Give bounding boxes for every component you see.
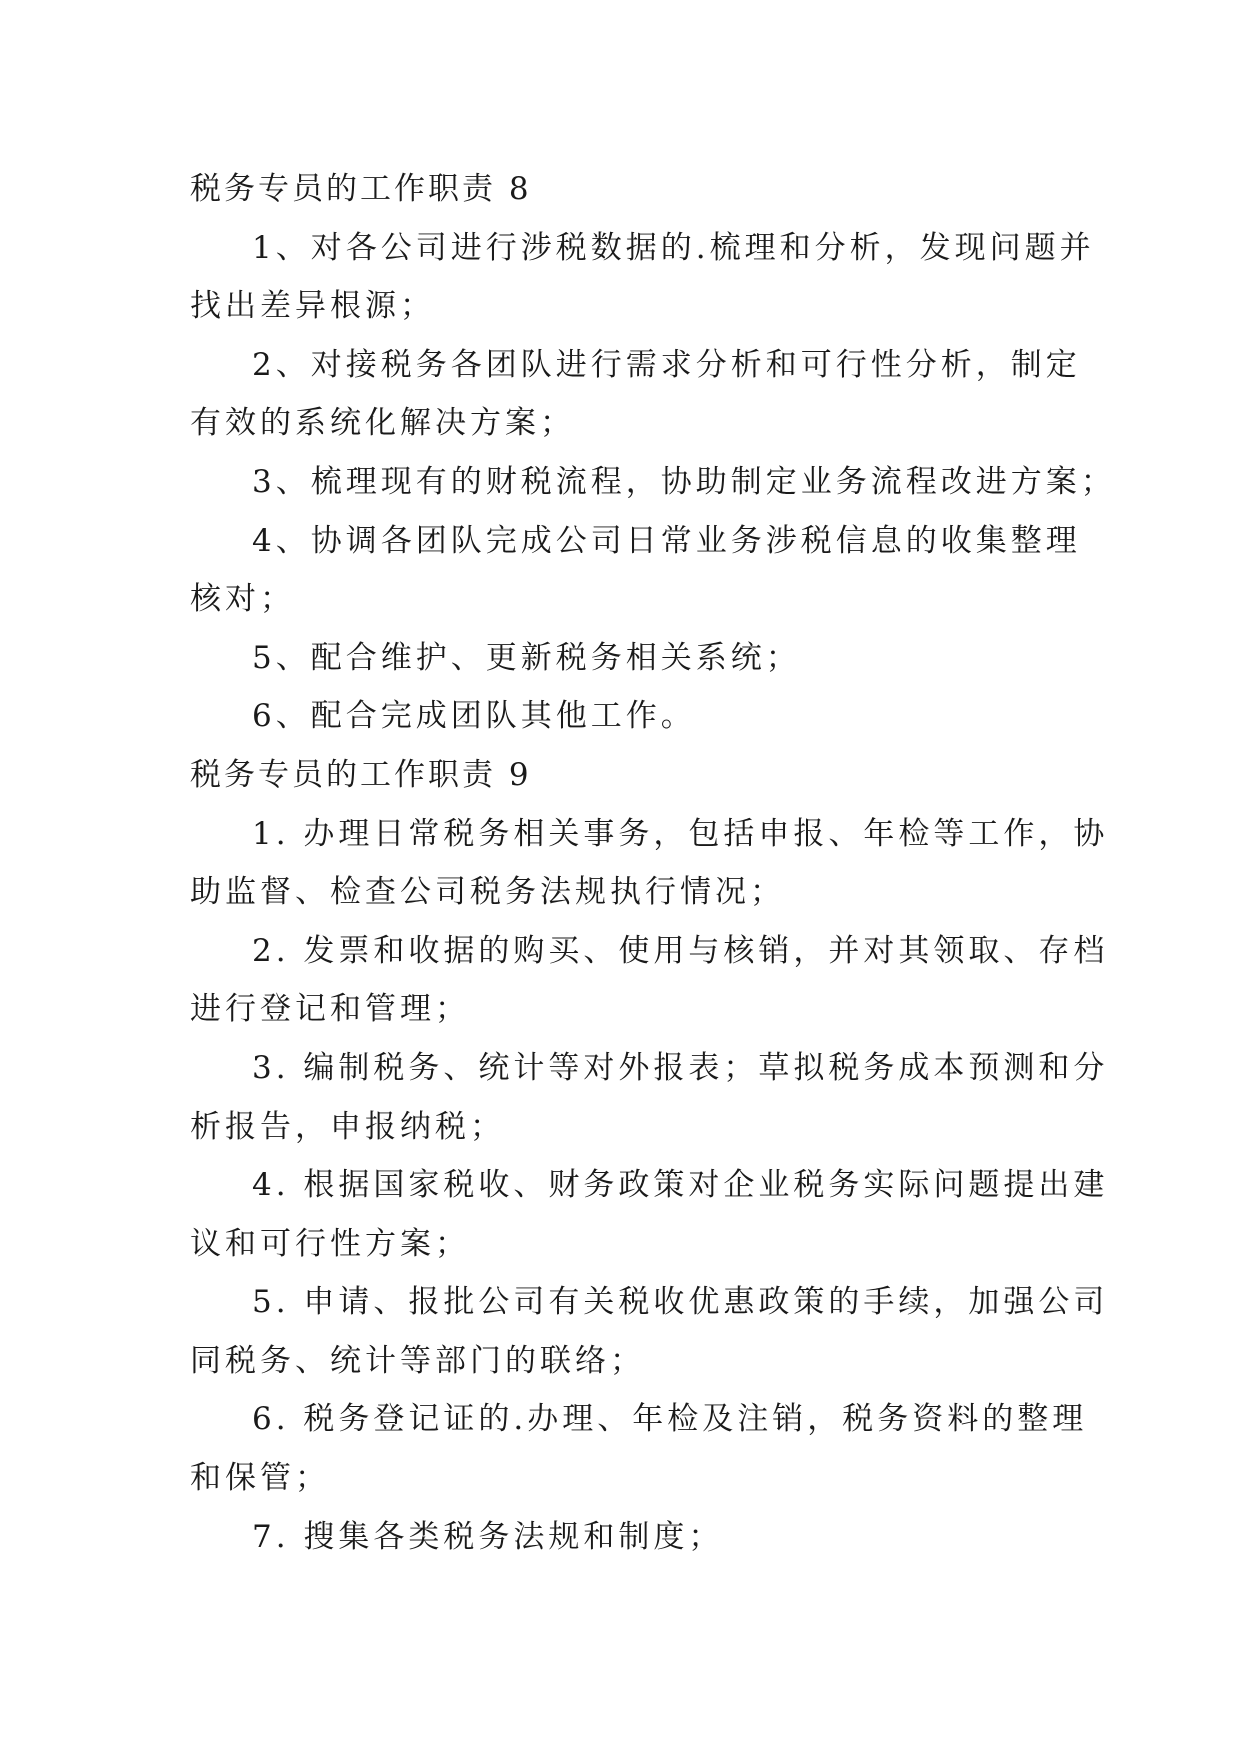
section-heading-9: 税务专员的工作职责 9 xyxy=(190,756,532,793)
duty-line: 1、对各公司进行涉税数据的.梳理和分析，发现问题并 xyxy=(252,229,1095,266)
duty-line: 2. 发票和收据的购买、使用与核销，并对其领取、存档 xyxy=(252,932,1109,969)
duty-line: 3、梳理现有的财税流程，协助制定业务流程改进方案； xyxy=(252,463,1116,500)
duty-line-continued: 议和可行性方案； xyxy=(190,1225,470,1262)
duty-line: 7. 搜集各类税务法规和制度； xyxy=(252,1518,724,1555)
duty-line: 5. 申请、报批公司有关税收优惠政策的手续，加强公司 xyxy=(252,1284,1109,1321)
duty-line: 1. 办理日常税务相关事务，包括申报、年检等工作，协 xyxy=(252,815,1109,852)
duty-line: 4. 根据国家税收、财务政策对企业税务实际问题提出建 xyxy=(252,1167,1109,1204)
duty-line-continued: 析报告，申报纳税； xyxy=(190,1108,505,1145)
document-body xyxy=(190,160,1116,1566)
duty-line-continued: 核对； xyxy=(190,581,295,618)
duty-line: 3. 编制税务、统计等对外报表；草拟税务成本预测和分 xyxy=(252,1049,1109,1086)
duty-line-continued: 和保管； xyxy=(190,1460,330,1497)
duty-line: 2、对接税务各团队进行需求分析和可行性分析，制定 xyxy=(252,346,1081,383)
duty-line-continued: 助监督、检查公司税务法规执行情况； xyxy=(190,874,785,911)
duty-line-continued: 找出差异根源； xyxy=(190,288,435,325)
duty-line-continued: 有效的系统化解决方案； xyxy=(190,405,575,442)
duty-line: 6、配合完成团队其他工作。 xyxy=(252,698,696,735)
duty-line-continued: 进行登记和管理； xyxy=(190,991,470,1028)
duty-line: 4、协调各团队完成公司日常业务涉税信息的收集整理 xyxy=(252,522,1081,559)
duty-line: 5、配合维护、更新税务相关系统； xyxy=(252,639,801,676)
section-heading-8: 税务专员的工作职责 8 xyxy=(190,171,532,207)
duty-line: 6. 税务登记证的.办理、年检及注销，税务资料的整理 xyxy=(252,1401,1088,1438)
duty-line-continued: 同税务、统计等部门的联络； xyxy=(190,1342,645,1379)
